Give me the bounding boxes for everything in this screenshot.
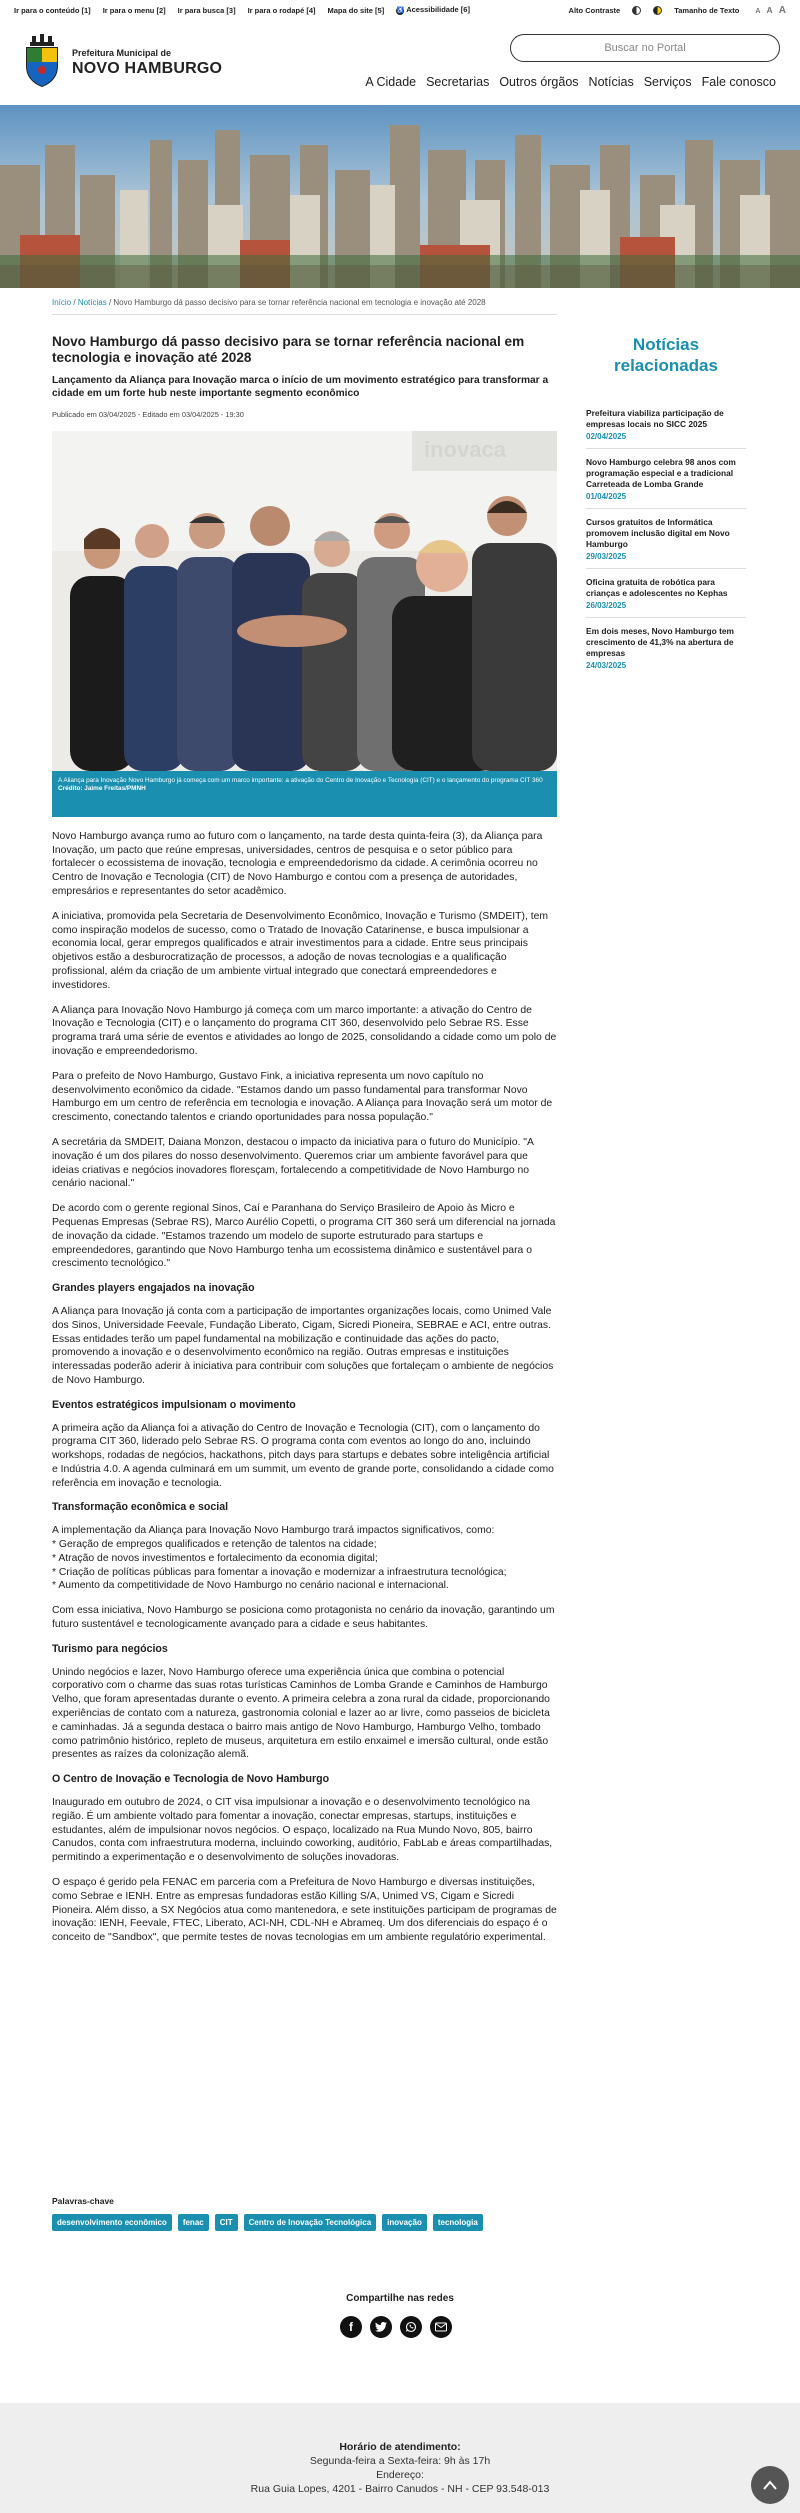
accessibility-link-label: Acessibilidade [6] (406, 5, 470, 14)
chevron-up-icon (763, 2480, 777, 2490)
skip-links (14, 5, 470, 15)
divider (52, 314, 557, 315)
article-section-heading: Transformação econômica e social (52, 1501, 229, 1514)
skip-to-search-link[interactable]: Ir para busca [3] (177, 5, 236, 15)
accessibility-link[interactable] (396, 5, 470, 15)
footer-address-label: Endereço: (376, 2469, 424, 2481)
accessibility-bar (0, 0, 800, 20)
share-buttons (340, 2316, 452, 2338)
article-section-heading: Grandes players engajados na inovação (52, 1282, 255, 1295)
footer-address: Rua Guia Lopes, 4201 - Bairro Canudos - NH - CEP 93.548-013 (250, 2483, 550, 2495)
back-to-top-button[interactable] (751, 2466, 789, 2504)
footer-hours: Segunda-feira a Sexta-feira: 9h às 17h (309, 2455, 491, 2467)
article-photo[interactable] (52, 431, 557, 771)
photo-caption (52, 771, 557, 817)
article-paragraph: A secretária da SMDEIT, Daiana Monzon, destacou o impacto da iniciativa para o futuro do Município. "A inovação é um dos pilares do nosso desenvolvimento. Queremos criar um ambiente favorável para que ideias criativas e negócios inovadores floresçam, fortalecendo a competitividade de Novo Hamburgo no cenário nacional." (52, 1136, 534, 1190)
nav-fale-conosco[interactable]: Fale conosco (701, 75, 776, 89)
facebook-icon[interactable]: f (340, 2316, 362, 2338)
related-news-item-title: Novo Hamburgo celebra 98 anos com programação especial e a tradicional Carreteada de Lomba Grande (586, 457, 736, 489)
skip-to-content-link[interactable]: Ir para o conteúdo [1] (14, 5, 91, 15)
tag-fenac[interactable]: fenac (178, 2214, 209, 2231)
article-paragraph: A implementação da Aliança para Inovação Novo Hamburgo trará impactos significativos, como: * Geração de empregos qualificados e retenção de talentos na cidade; * Atração de novos investimentos e fortalecimento da economia digital; * Criação de políticas públicas para fomentar a inovação e modernizar a infraestrutura tecnológica; * Aumento da competitividade de Novo Hamburgo no cenário nacional e internacional. (52, 1525, 507, 1592)
article-paragraph: Novo Hamburgo avança rumo ao futuro com o lançamento, na tarde desta quinta-feira (3), da Aliança para Inovação, um pacto que reúne empresas, universidades, centros de pesquisa e o setor público para fortalecer o ecossistema de inovação, tecnologia e empreendedorismo da cidade. A cerimônia ocorreu no Centro de Inovação e Tecnologia (CIT) de Novo Hamburgo e contou com a presença de autoridades, empresários e representantes do setor acadêmico. (52, 830, 543, 897)
brand[interactable] (72, 48, 222, 78)
article-paragraph: A primeira ação da Aliança foi a ativação do Centro de Inovação e Tecnologia (CIT), com o lançamento do programa CIT 360, liderado pelo Sebrae RS. O programa conta com eventos ao longo do ano, incluindo workshops, rodadas de negócios, hackathons, pitch days para startups e debates sobre inteligência artificial e Indústria 4.0. A agenda culminará em um summit, um evento de grande porte, consolidando a cidade como referência em inovação e tecnologia. (52, 1422, 554, 1489)
text-size-label: Tamanho de Texto (674, 5, 740, 15)
article-section-heading: Eventos estratégicos impulsionam o movimento (52, 1398, 296, 1411)
main-nav (365, 75, 776, 89)
article-paragraph: A Aliança para Inovação Novo Hamburgo já começa com um marco importante: a ativação do Centro de Inovação e Tecnologia (CIT) e o lançamento do programa CIT 360, desenvolvido pelo Sebrae RS. Esse programa trará uma série de eventos e atividades ao longo de 2025, consolidando a cidade como um polo de inovação e empreendedorismo. (52, 1004, 557, 1057)
article-paragraph: A Aliança para Inovação já conta com a participação de importantes organizações locais, como Unimed Vale dos Sinos, Universidade Feevale, Fundação Liberato, Cigam, Sicredi Pioneira, SEBRAE e ACI, entre outras. Essas entidades terão um papel fundamental na mobilização e continuidade das ações do pacto, promovendo a inovação e o desenvolvimento econômico na região. Outras empresas e instituições interessadas poderão aderir à iniciativa para contribuir com soluções que fortaleçam o ambiente de negócios de Novo Hamburgo. (52, 1305, 554, 1386)
article-paragraph: Para o prefeito de Novo Hamburgo, Gustavo Fink, a iniciativa representa um novo capítulo no desenvolvimento econômico da cidade. "Estamos dando um passo fundamental para transformar Novo Hamburgo em um centro de referência em tecnologia e inovação. A Aliança para Inovação será um motor de crescimento, conectando talentos e criando oportunidades para nossa população." (52, 1070, 553, 1124)
article-subtitle: Lançamento da Aliança para Inovação marca o início de um movimento estratégico para transformar a cidade em um forte hub neste importante segmento econômico (52, 375, 549, 400)
brand-city-name: NOVO HAMBURGO (72, 60, 223, 77)
breadcrumb-home[interactable]: Início (52, 298, 72, 307)
related-news-title: Notícias relacionadas (614, 335, 718, 375)
tag-centro-de-inovacao[interactable]: Centro de Inovação Tecnológica (244, 2214, 377, 2231)
related-news-item[interactable] (586, 509, 746, 569)
site-header (0, 20, 800, 105)
related-news-item-date: 26/03/2025 (586, 601, 627, 610)
article-section-heading: Turismo para negócios (52, 1642, 168, 1655)
related-news-item[interactable] (586, 569, 746, 618)
breadcrumb-separator: / (108, 298, 114, 307)
article-section-heading: O Centro de Inovação e Tecnologia de Novo Hamburgo (52, 1773, 330, 1786)
breadcrumb-current: Novo Hamburgo dá passo decisivo para se tornar referência nacional em tecnologia e inovação até 2028 (113, 298, 486, 307)
related-news-item-date: 02/04/2025 (586, 432, 627, 441)
city-panorama-banner (0, 105, 800, 288)
photo-banner-text: inovaca (424, 436, 506, 462)
related-news-sidebar (586, 334, 746, 677)
share-title: Compartilhe nas redes (346, 2293, 454, 2304)
footer-hours-title: Horário de atendimento: (339, 2441, 461, 2453)
nav-noticias[interactable]: Notícias (588, 75, 634, 89)
text-size-large-button[interactable]: A (778, 4, 786, 16)
tag-desenvolvimento-economico[interactable]: desenvolvimento econômico (52, 2214, 172, 2231)
photo-caption-text: A Aliança para Inovação Novo Hamburgo já começa com um marco importante: a ativação do Centro de Inovação e Tecnologia (CIT) e o lançamento do programa CIT 360 (58, 776, 543, 784)
article-paragraph: Com essa iniciativa, Novo Hamburgo se posiciona como protagonista no cenário da inovação, garantindo um futuro sustentável e tecnologicamente avançado para a cidade e seus habitantes. (52, 1605, 555, 1631)
tag-inovacao[interactable]: inovação (382, 2214, 427, 2231)
whatsapp-icon[interactable] (400, 2316, 422, 2338)
related-news-item-title: Oficina gratuita de robótica para crianças e adolescentes no Kephas (586, 577, 728, 598)
contrast-yellow-toggle[interactable] (653, 6, 662, 15)
sitemap-link[interactable]: Mapa do site [5] (327, 5, 385, 15)
article-paragraph: Unindo negócios e lazer, Novo Hamburgo oferece uma experiência única que combina o potencial corporativo com o charme das suas rotas turísticas Caminhos de Lomba Grande e Caminhos de Hamburgo Velho, que foram apresentadas durante o evento. A primeira celebra a zona rural da cidade, proporcionando experiências de contato com a natureza, gastronomia colonial e lazer ao ar livre, como passeios de bicicleta e caminhadas. Já a segunda destaca o bairro mais antigo de Novo Hamburgo, Hamburgo Velho, tombado como patrimônio histórico, repleto de museus, arquitetura em estilo enxaimel e imersão cultural, onde estão presentes as raízes da colonização alemã. (52, 1666, 550, 1761)
tag-cit[interactable]: CIT (215, 2214, 238, 2231)
breadcrumb (52, 298, 486, 307)
text-size-small-button[interactable]: A (755, 7, 761, 15)
article-paragraph: Inaugurado em outubro de 2024, o CIT visa impulsionar a inovação e o desenvolvimento tecnológico na região. É um ambiente voltado para fomentar a inovação, conectar empresas, startups, instituições e estudantes, além de impulsionar novos negócios. O espaço, localizado na Rua Mundo Novo, 805, bairro Canudos, conta com infraestrutura moderna, incluindo coworking, auditório, FabLab e áreas compartilhadas, permitindo a experimentação e o desenvolvimento de soluções inovadoras. (52, 1797, 553, 1864)
keyword-tags (52, 2214, 483, 2231)
accessibility-tools (569, 5, 786, 16)
related-news-item-title: Em dois meses, Novo Hamburgo tem crescimento de 41,3% na abertura de empresas (586, 626, 734, 658)
nav-a-cidade[interactable]: A Cidade (365, 75, 417, 89)
related-news-item-date: 24/03/2025 (586, 661, 627, 670)
breadcrumb-noticias[interactable]: Notícias (77, 298, 107, 307)
nav-secretarias[interactable]: Secretarias (426, 75, 490, 89)
related-news-item-date: 29/03/2025 (586, 552, 627, 561)
coat-of-arms-logo[interactable] (22, 34, 62, 88)
article-body (52, 830, 557, 1945)
email-icon[interactable] (430, 2316, 452, 2338)
related-news-item-title: Cursos gratuitos de Informática promovem inclusão digital em Novo Hamburgo (586, 517, 730, 549)
accessibility-icon: ♿ (396, 8, 404, 14)
article-paragraph: De acordo com o gerente regional Sinos, Caí e Paranhana do Serviço Brasileiro de Apoio às Micro e Pequenas Empresas (Sebrae RS), Marco Aurélio Copetti, o programa CIT 360 será um diferencial na jornada de inovação da cidade. "Estamos trazendo um modelo de suporte estruturado para startups e empreendedores, garantindo que Novo Hamburgo tenha um ecossistema dinâmico e sustentável para o crescimento tecnológico." (52, 1203, 556, 1270)
contrast-default-toggle[interactable] (632, 6, 641, 15)
article-paragraph: A iniciativa, promovida pela Secretaria de Desenvolvimento Econômico, Inovação e Turismo (SMDEIT), tem como inspiração modelos de sucesso, como o Tratado de Inovação Catarinense, e busca impulsionar a economia local, gerar empregos qualificados e atrair investimentos para a cidade. Entre seus principais objetivos estão a desburocratização de processos, a adoção de novas tecnologias e a qualificação profissional, além da criação de um ambiente virtual integrado que conectará empreendedores e investidores. (52, 910, 549, 991)
related-news-item[interactable] (586, 400, 746, 449)
search-input[interactable]: Buscar no Portal (510, 34, 780, 62)
article-meta: Publicado em 03/04/2025 - Editado em 03/04/2025 - 19:30 (52, 409, 244, 419)
related-news-item[interactable] (586, 618, 746, 677)
skip-to-footer-link[interactable]: Ir para o rodapé [4] (247, 5, 316, 15)
related-news-item[interactable] (586, 449, 746, 509)
nav-outros-orgaos[interactable]: Outros órgãos (499, 75, 579, 89)
related-news-item-date: 01/04/2025 (586, 492, 627, 501)
breadcrumb-separator: / (73, 298, 78, 307)
site-footer (0, 2403, 800, 2513)
article-title: Novo Hamburgo dá passo decisivo para se tornar referência nacional em tecnologia e inovação até 2028 (52, 334, 525, 365)
high-contrast-label: Alto Contraste (568, 5, 621, 15)
brand-prefix: Prefeitura Municipal de (72, 48, 172, 58)
skip-to-menu-link[interactable]: Ir para o menu [2] (102, 5, 166, 15)
keywords-title: Palavras-chave (52, 2196, 114, 2206)
related-news-item-title: Prefeitura viabiliza participação de empresas locais no SICC 2025 (586, 408, 724, 429)
article (52, 334, 557, 1956)
photo-credit: Crédito: Jaime Freitas/PMNH (58, 785, 146, 793)
article-paragraph: O espaço é gerido pela FENAC em parceria com a Prefeitura de Novo Hamburgo e diversas instituições, como Sebrae e IENH. Entre as empresas fundadoras estão Killing S/A, Unimed VS, Cigam e Sicredi Pioneira. Além disso, a SX Negócios atua como mantenedora, e sete instituições participam de programas de inovação: IENH, Feevale, FTEC, Liberato, ACI-NH, CDL-NH e Abrameq. Um dos diferenciais do espaço é o conceito de "Sandbox", que permite testes de novas tecnologias em um ambiente regulatório experimental. (52, 1877, 557, 1944)
tag-tecnologia[interactable]: tecnologia (433, 2214, 483, 2231)
text-size-medium-button[interactable]: A (766, 4, 773, 15)
nav-servicos[interactable]: Serviços (643, 75, 692, 89)
twitter-icon[interactable] (370, 2316, 392, 2338)
